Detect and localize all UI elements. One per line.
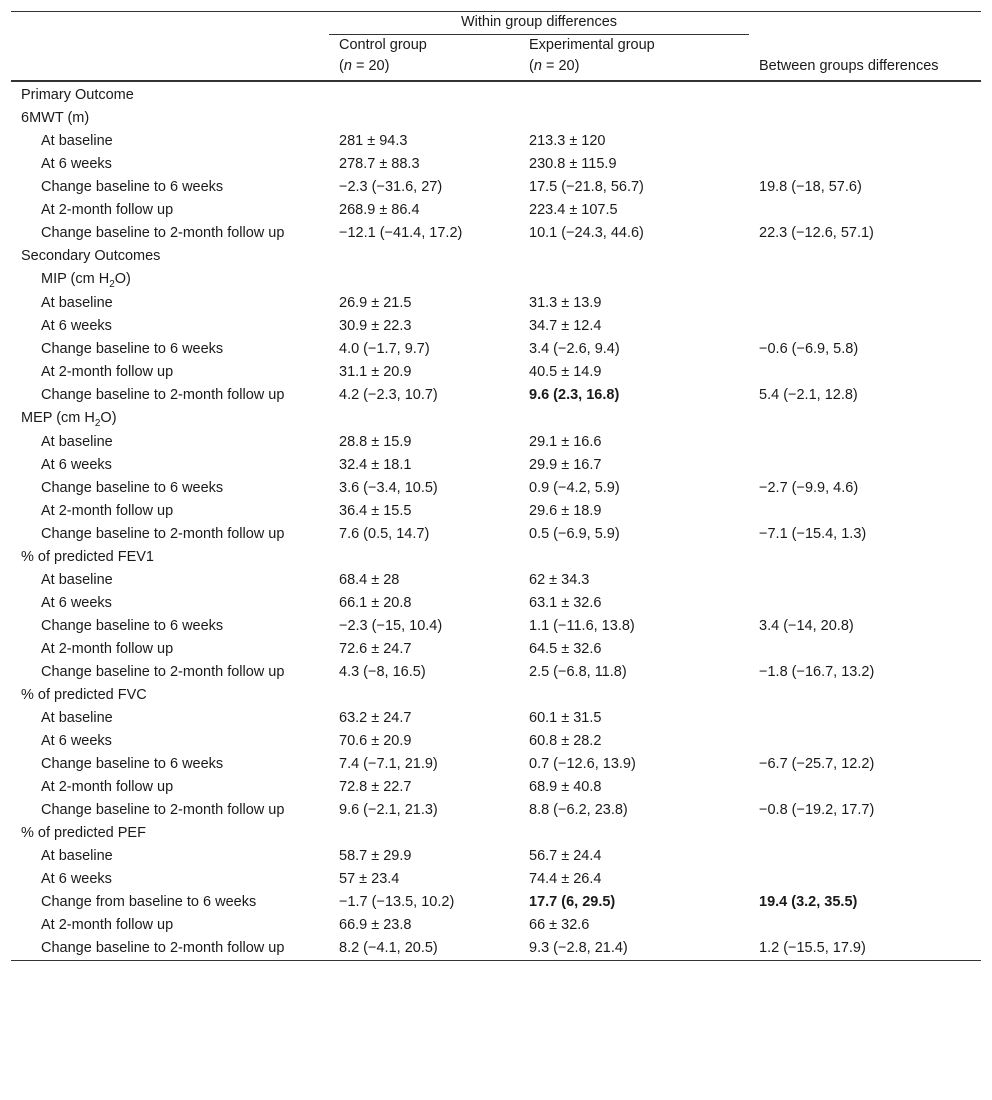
control-group-label: Control group xyxy=(339,37,427,53)
table-body xyxy=(11,81,981,961)
row-label: Change baseline to 6 weeks xyxy=(41,341,224,357)
experimental-value: 9.6 (2.3, 16.8) xyxy=(529,387,620,403)
control-value: 30.9 ± 22.3 xyxy=(339,318,412,334)
row-label: At baseline xyxy=(41,434,113,450)
control-value: 58.7 ± 29.9 xyxy=(339,848,412,864)
between-value xyxy=(749,500,981,523)
between-value xyxy=(749,361,981,384)
experimental-value: 66 ± 32.6 xyxy=(529,917,590,933)
row-label: Change baseline to 6 weeks xyxy=(41,179,224,195)
control-group-header xyxy=(329,35,519,81)
table-row xyxy=(11,130,981,153)
experimental-value: 230.8 ± 115.9 xyxy=(529,156,617,172)
between-value xyxy=(749,454,981,477)
between-value: −2.7 (−9.9, 4.6) xyxy=(759,480,859,496)
table-row xyxy=(11,454,981,477)
experimental-value: 62 ± 34.3 xyxy=(529,572,590,588)
table-row xyxy=(11,799,981,822)
section-primary-label: Primary Outcome xyxy=(21,87,134,103)
experimental-value: 17.7 (6, 29.5) xyxy=(529,894,616,910)
table-row xyxy=(11,776,981,799)
control-value: 28.8 ± 15.9 xyxy=(339,434,412,450)
experimental-value: 2.5 (−6.8, 11.8) xyxy=(529,664,627,680)
row-label: At 2-month follow up xyxy=(41,503,174,519)
row-label: At baseline xyxy=(41,572,113,588)
table-row xyxy=(11,730,981,753)
row-label: At 2-month follow up xyxy=(41,202,174,218)
between-value xyxy=(749,569,981,592)
row-label: At 6 weeks xyxy=(41,457,112,473)
between-value xyxy=(749,845,981,868)
table-row xyxy=(11,638,981,661)
row-label: At 2-month follow up xyxy=(41,641,174,657)
experimental-value: 68.9 ± 40.8 xyxy=(529,779,602,795)
control-value: 4.3 (−8, 16.5) xyxy=(339,664,426,680)
experimental-group-label: Experimental group xyxy=(529,37,655,53)
control-value: 278.7 ± 88.3 xyxy=(339,156,420,172)
between-value: 3.4 (−14, 20.8) xyxy=(759,618,854,634)
between-value xyxy=(749,130,981,153)
experimental-value: 9.3 (−2.8, 21.4) xyxy=(519,937,749,961)
table-row xyxy=(11,315,981,338)
experimental-value: 63.1 ± 32.6 xyxy=(529,595,602,611)
row-label: At 2-month follow up xyxy=(41,917,174,933)
section-primary-row xyxy=(11,81,981,107)
experimental-group-n: (n = 20) xyxy=(529,58,580,74)
table-row xyxy=(11,407,981,431)
table-row xyxy=(11,753,981,776)
table-row xyxy=(11,176,981,199)
header-label-empty xyxy=(11,35,329,81)
row-label: Change baseline to 2-month follow up xyxy=(41,387,285,403)
table-row xyxy=(11,268,981,292)
table-row xyxy=(11,891,981,914)
table-row xyxy=(11,569,981,592)
table-row xyxy=(11,199,981,222)
control-value: 31.1 ± 20.9 xyxy=(339,364,412,380)
table-row xyxy=(11,523,981,546)
control-value: −12.1 (−41.4, 17.2) xyxy=(339,225,463,241)
table-row xyxy=(11,822,981,845)
row-label: At baseline xyxy=(41,710,113,726)
between-value xyxy=(749,730,981,753)
table-row xyxy=(11,338,981,361)
between-value: −6.7 (−25.7, 12.2) xyxy=(759,756,875,772)
between-value xyxy=(749,431,981,454)
between-value: 5.4 (−2.1, 12.8) xyxy=(759,387,858,403)
table-row xyxy=(11,361,981,384)
table-row xyxy=(11,500,981,523)
row-label: At 2-month follow up xyxy=(41,779,174,795)
control-value: −2.3 (−31.6, 27) xyxy=(339,179,443,195)
experimental-value: 29.1 ± 16.6 xyxy=(529,434,602,450)
between-value xyxy=(749,153,981,176)
table-row xyxy=(11,615,981,638)
between-groups-header: Between groups differences xyxy=(749,35,981,81)
experimental-value: 0.5 (−6.9, 5.9) xyxy=(529,526,620,542)
between-value: −7.1 (−15.4, 1.3) xyxy=(759,526,867,542)
row-label: Change baseline to 6 weeks xyxy=(41,480,224,496)
row-label: At 6 weeks xyxy=(41,733,112,749)
between-value xyxy=(749,638,981,661)
section-secondary-label: Secondary Outcomes xyxy=(21,248,161,264)
experimental-value: 213.3 ± 120 xyxy=(529,133,606,149)
control-value: 268.9 ± 86.4 xyxy=(339,202,420,218)
between-value: 19.4 (3.2, 35.5) xyxy=(759,894,858,910)
experimental-value: 29.9 ± 16.7 xyxy=(529,457,602,473)
measure-label: % of predicted FEV1 xyxy=(21,549,154,565)
row-label: Change from baseline to 6 weeks xyxy=(41,894,257,910)
row-label: At 6 weeks xyxy=(41,156,112,172)
results-table xyxy=(11,11,981,961)
table-row xyxy=(11,153,981,176)
experimental-value: 10.1 (−24.3, 44.6) xyxy=(529,225,644,241)
control-value: 70.6 ± 20.9 xyxy=(339,733,412,749)
between-value xyxy=(749,707,981,730)
row-label: At baseline xyxy=(41,133,113,149)
control-value: −2.3 (−15, 10.4) xyxy=(339,618,443,634)
table-row xyxy=(11,914,981,937)
experimental-value: 0.7 (−12.6, 13.9) xyxy=(529,756,636,772)
experimental-value: 1.1 (−11.6, 13.8) xyxy=(529,618,635,634)
row-label: Change baseline to 2-month follow up xyxy=(41,802,285,818)
row-label: Change baseline to 2-month follow up xyxy=(11,937,329,961)
experimental-value: 0.9 (−4.2, 5.9) xyxy=(529,480,620,496)
table-row xyxy=(11,546,981,569)
control-value: 66.1 ± 20.8 xyxy=(339,595,412,611)
control-value: 32.4 ± 18.1 xyxy=(339,457,412,473)
control-value: 63.2 ± 24.7 xyxy=(339,710,412,726)
table-row xyxy=(11,707,981,730)
measure-label: MEP (cm $H_2O$) xyxy=(21,410,117,429)
control-value: 7.4 (−7.1, 21.9) xyxy=(339,756,438,772)
between-value xyxy=(749,292,981,315)
experimental-value: 29.6 ± 18.9 xyxy=(529,503,602,519)
control-value: 9.6 (−2.1, 21.3) xyxy=(339,802,438,818)
experimental-value: 74.4 ± 26.4 xyxy=(529,871,602,887)
control-value: 57 ± 23.4 xyxy=(339,871,400,887)
control-value: 7.6 (0.5, 14.7) xyxy=(339,526,430,542)
row-label: Change baseline to 2-month follow up xyxy=(41,225,285,241)
experimental-value: 60.8 ± 28.2 xyxy=(529,733,602,749)
experimental-value: 17.5 (−21.8, 56.7) xyxy=(529,179,644,195)
row-label: Change baseline to 2-month follow up xyxy=(41,664,285,680)
measure-label: MIP (cm $H_2O$) xyxy=(41,271,131,290)
experimental-value: 40.5 ± 14.9 xyxy=(529,364,602,380)
table-row xyxy=(11,845,981,868)
control-group-n: (n = 20) xyxy=(339,58,390,74)
control-value: 281 ± 94.3 xyxy=(339,133,408,149)
experimental-value: 31.3 ± 13.9 xyxy=(529,295,602,311)
table-row xyxy=(11,661,981,684)
row-label: At 6 weeks xyxy=(41,871,112,887)
control-value: 68.4 ± 28 xyxy=(339,572,400,588)
experimental-value: 64.5 ± 32.6 xyxy=(529,641,602,657)
between-value xyxy=(749,868,981,891)
experimental-group-header xyxy=(519,35,749,81)
row-label: At 2-month follow up xyxy=(41,364,174,380)
experimental-value: 60.1 ± 31.5 xyxy=(529,710,602,726)
experimental-value: 8.8 (−6.2, 23.8) xyxy=(529,802,628,818)
table-row xyxy=(11,292,981,315)
experimental-value: 34.7 ± 12.4 xyxy=(529,318,602,334)
row-label: At 6 weeks xyxy=(41,595,112,611)
header-empty xyxy=(11,12,329,36)
control-value: −1.7 (−13.5, 10.2) xyxy=(339,894,455,910)
between-value: 22.3 (−12.6, 57.1) xyxy=(759,225,874,241)
table-row xyxy=(11,684,981,707)
control-value: 3.6 (−3.4, 10.5) xyxy=(339,480,438,496)
within-group-header: Within group differences xyxy=(329,12,749,36)
control-value: 66.9 ± 23.8 xyxy=(339,917,412,933)
between-value: 1.2 (−15.5, 17.9) xyxy=(749,937,981,961)
between-value: −1.8 (−16.7, 13.2) xyxy=(759,664,875,680)
table-row xyxy=(11,868,981,891)
between-value xyxy=(749,592,981,615)
row-label: At baseline xyxy=(41,295,113,311)
row-label: Change baseline to 6 weeks xyxy=(41,756,224,772)
table-row xyxy=(11,431,981,454)
control-value: 26.9 ± 21.5 xyxy=(339,295,412,311)
table-row xyxy=(11,477,981,500)
between-value xyxy=(749,199,981,222)
between-value: −0.8 (−19.2, 17.7) xyxy=(759,802,875,818)
table-row xyxy=(11,937,981,961)
control-value: 72.8 ± 22.7 xyxy=(339,779,412,795)
table-row xyxy=(11,107,981,130)
measure-label: % of predicted FVC xyxy=(21,687,147,703)
control-value: 72.6 ± 24.7 xyxy=(339,641,412,657)
experimental-value: 3.4 (−2.6, 9.4) xyxy=(529,341,620,357)
control-value: 4.2 (−2.3, 10.7) xyxy=(339,387,438,403)
row-label: Change baseline to 2-month follow up xyxy=(41,526,285,542)
between-value xyxy=(749,315,981,338)
header-spacer xyxy=(749,12,981,36)
control-value: 4.0 (−1.7, 9.7) xyxy=(339,341,430,357)
experimental-value: 223.4 ± 107.5 xyxy=(529,202,618,218)
between-value xyxy=(749,776,981,799)
table-row xyxy=(11,222,981,245)
results-table-container xyxy=(11,11,981,961)
measure-label: 6MWT (m) xyxy=(21,110,90,126)
measure-label: % of predicted PEF xyxy=(21,825,146,841)
row-label: Change baseline to 6 weeks xyxy=(41,618,224,634)
section-secondary-row xyxy=(11,245,981,268)
table-row xyxy=(11,384,981,407)
row-label: At baseline xyxy=(41,848,113,864)
between-value xyxy=(749,914,981,937)
control-value: 36.4 ± 15.5 xyxy=(339,503,412,519)
control-value: 8.2 (−4.1, 20.5) xyxy=(329,937,519,961)
experimental-value: 56.7 ± 24.4 xyxy=(529,848,602,864)
between-value: 19.8 (−18, 57.6) xyxy=(759,179,862,195)
table-row xyxy=(11,592,981,615)
between-value: −0.6 (−6.9, 5.8) xyxy=(759,341,859,357)
row-label: At 6 weeks xyxy=(41,318,112,334)
